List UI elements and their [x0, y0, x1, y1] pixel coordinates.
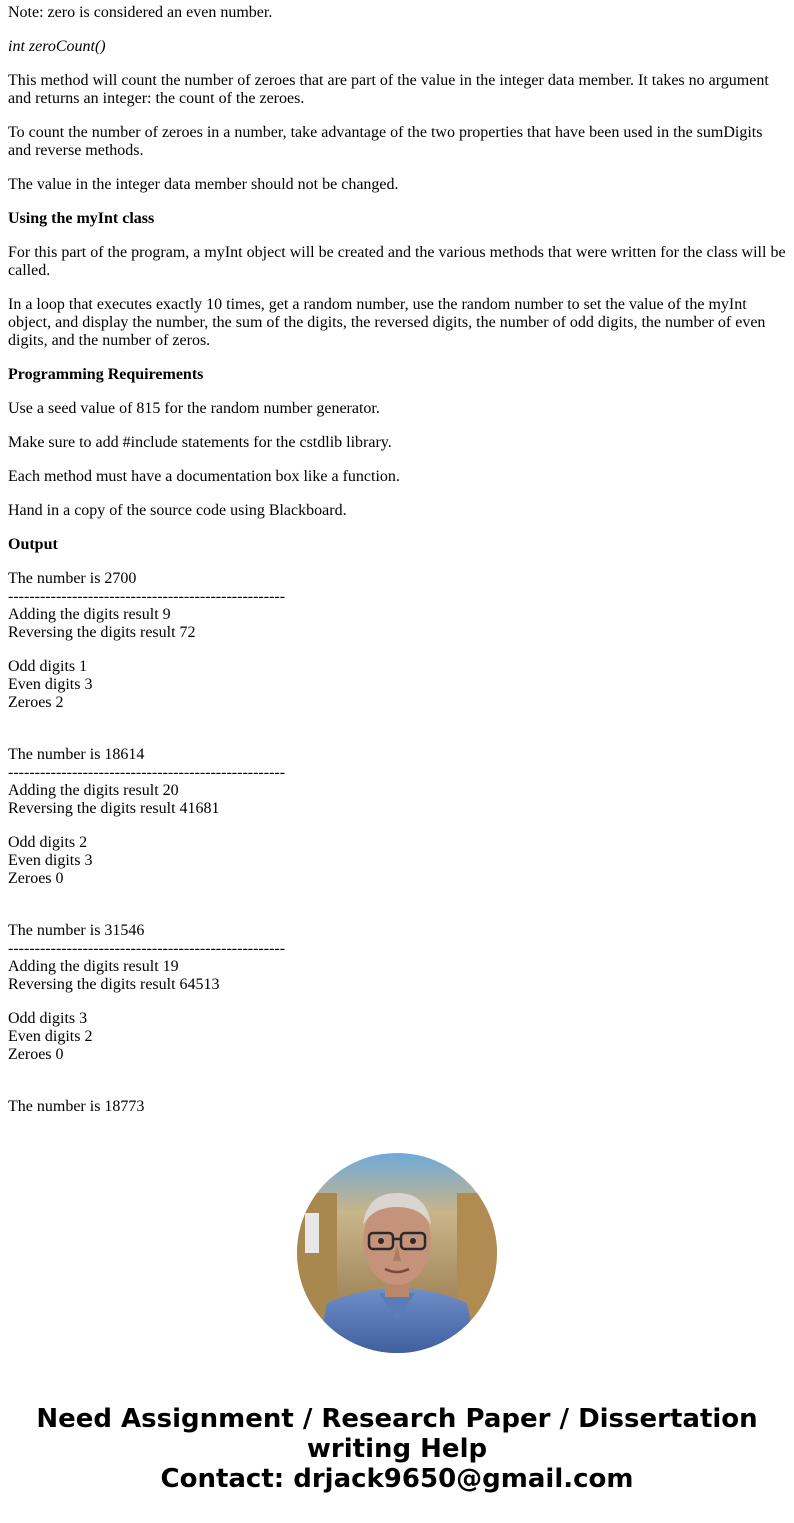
output-separator: ---------------------------------------------------- — [8, 940, 286, 957]
output-reverse: Reversing the digits result 41681 — [8, 800, 220, 817]
author-avatar — [297, 1153, 497, 1353]
output-block — [8, 746, 786, 888]
output-number: The number is 2700 — [8, 570, 137, 587]
section-heading-requirements: Programming Requirements — [8, 366, 204, 383]
promo-contact: Contact: drjack9650@gmail.com — [160, 1464, 634, 1494]
loop-description: In a loop that executes exactly 10 times, get a random number, use the random number to set the value of the myInt object, and display the number, the sum of the digits, the reversed digits, the number of odd digits, the number of even digits, and the number of zeros. — [8, 296, 766, 349]
promo-footer — [0, 1404, 794, 1494]
requirement-include: Make sure to add #include statements for the cstdlib library. — [8, 434, 392, 451]
unchanged-note: The value in the integer data member should not be changed. — [8, 176, 399, 193]
output-block — [8, 922, 786, 1064]
counting-hint: To count the number of zeroes in a number, take advantage of the two properties that have been used in the sumDigits and reverse methods. — [8, 124, 763, 159]
requirement-seed: Use a seed value of 815 for the random number generator. — [8, 400, 380, 417]
method-signature: int zeroCount() — [8, 38, 106, 55]
output-number: The number is 31546 — [8, 922, 145, 939]
promo-line-1: Need Assignment / Research Paper / Dissertation — [36, 1404, 758, 1434]
output-sum: Adding the digits result 20 — [8, 782, 179, 799]
output-odd: Odd digits 3 — [8, 1010, 88, 1027]
output-even: Even digits 3 — [8, 676, 93, 693]
method-description: This method will count the number of zeroes that are part of the value in the integer data member. It takes no argument and returns an integer: the count of the zeroes. — [8, 72, 769, 107]
output-odd: Odd digits 1 — [8, 658, 88, 675]
promo-line-2: writing Help — [306, 1434, 488, 1464]
output-zeroes: Zeroes 0 — [8, 870, 64, 887]
output-separator: ---------------------------------------------------- — [8, 588, 286, 605]
requirement-documentation: Each method must have a documentation box like a function. — [8, 468, 400, 485]
using-description: For this part of the program, a myInt object will be created and the various methods that were written for the class will be called. — [8, 244, 786, 279]
note-text: Note: zero is considered an even number. — [8, 4, 273, 21]
output-sum: Adding the digits result 19 — [8, 958, 179, 975]
output-number: The number is 18614 — [8, 746, 145, 763]
requirement-handin: Hand in a copy of the source code using Blackboard. — [8, 502, 347, 519]
output-reverse: Reversing the digits result 64513 — [8, 976, 220, 993]
document-body — [8, 4, 786, 1116]
output-zeroes: Zeroes 2 — [8, 694, 64, 711]
output-even: Even digits 3 — [8, 852, 93, 869]
output-even: Even digits 2 — [8, 1028, 93, 1045]
output-separator: ---------------------------------------------------- — [8, 764, 286, 781]
output-number-last: The number is 18773 — [8, 1098, 145, 1115]
output-reverse: Reversing the digits result 72 — [8, 624, 196, 641]
author-photo — [297, 1153, 497, 1353]
section-heading-output: Output — [8, 536, 58, 553]
output-block — [8, 570, 786, 712]
output-sum: Adding the digits result 9 — [8, 606, 171, 623]
section-heading-using: Using the myInt class — [8, 210, 155, 227]
output-odd: Odd digits 2 — [8, 834, 88, 851]
output-zeroes: Zeroes 0 — [8, 1046, 64, 1063]
